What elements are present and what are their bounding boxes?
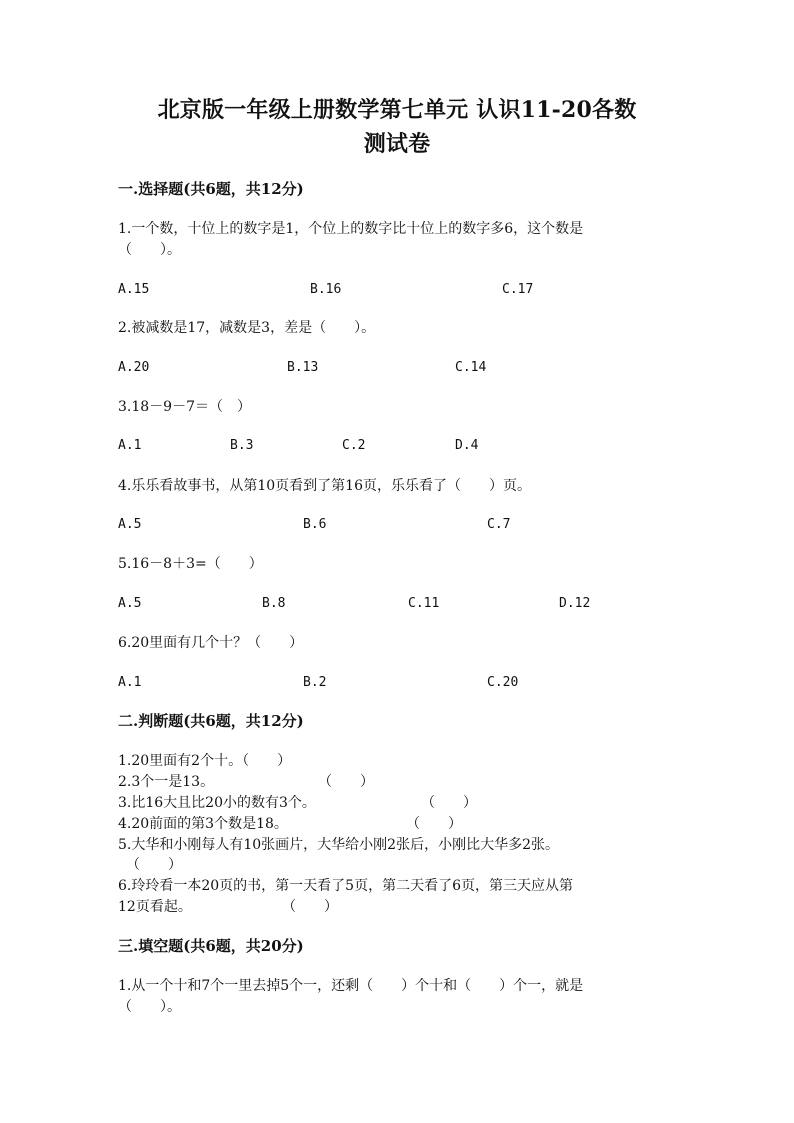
question-5-option-a[interactable]: A.5 [118,596,142,611]
worksheet-title-line1: 北京版一年级上册数学第七单元 认识11-20各数 [157,97,637,123]
question-1-line1: 1.一个数，十位上的数字是1，个位上的数字比十位上的数字多6，这个数是 [118,221,584,237]
question-2-option-c[interactable]: C.14 [455,360,487,375]
judge-item-4: 4.20前面的第3个数是18。 [118,816,288,832]
fill-question-1-line1: 1.从一个十和7个一里去掉5个一，还剩（ ）个十和（ ）个一，就是 [118,978,584,994]
question-6-option-c[interactable]: C.20 [487,675,519,690]
question-5-option-c[interactable]: C.11 [408,596,440,611]
question-6: 6.20里面有几个十？（ ） [118,635,304,651]
question-3: 3.18－9－7＝（ ） [118,399,251,415]
question-1-line2: （ ）。 [118,242,181,258]
question-3-option-a[interactable]: A.1 [118,438,142,453]
question-1-option-a[interactable]: A.15 [118,282,150,297]
question-2-option-a[interactable]: A.20 [118,360,150,375]
judge-item-5: 5.大华和小刚每人有10张画片，大华给小刚2张后，小刚比大华多2张。 [118,837,559,853]
question-5: 5.16－8＋3=（ ） [118,556,263,572]
judge-item-1: 1.20里面有2个十。（ ） [118,753,292,769]
section-heading-judge: 二.判断题(共6题，共12分) [118,712,304,730]
section-heading-fill: 三.填空题(共6题，共20分) [118,937,304,955]
fill-question-1-line2: （ ）。 [118,999,181,1015]
question-1-option-c[interactable]: C.17 [502,282,534,297]
question-5-option-b[interactable]: B.8 [262,596,286,611]
question-4: 4.乐乐看故事书，从第10页看到了第16页，乐乐看了（ ）页。 [118,478,531,494]
question-3-option-b[interactable]: B.3 [230,438,254,453]
judge-item-2: 2.3个一是13。 [118,774,215,790]
judge-item-6-answer-blank[interactable]: （ ） [282,899,338,915]
judge-item-2-answer-blank[interactable]: （ ） [318,774,374,790]
judge-item-3: 3.比16大且比20小的数有3个。 [118,795,316,811]
question-3-option-c[interactable]: C.2 [342,438,366,453]
question-2-option-b[interactable]: B.13 [287,360,319,375]
worksheet-title-line2: 测试卷 [363,131,431,157]
judge-item-4-answer-blank[interactable]: （ ） [406,816,462,832]
judge-item-6-line2: 12页看起。 [118,899,192,915]
judge-item-6-line1: 6.玲玲看一本20页的书，第一天看了5页，第二天看了6页，第三天应从第 [118,878,573,894]
question-3-option-d[interactable]: D.4 [455,438,479,453]
question-2: 2.被减数是17，减数是3，差是（ ）。 [118,320,376,336]
question-6-option-b[interactable]: B.2 [303,675,327,690]
question-4-option-c[interactable]: C.7 [487,517,511,532]
question-5-option-d[interactable]: D.12 [559,596,591,611]
question-4-option-b[interactable]: B.6 [303,517,327,532]
judge-item-3-answer-blank[interactable]: （ ） [421,795,477,811]
section-heading-choice: 一.选择题(共6题，共12分) [118,180,304,198]
question-6-option-a[interactable]: A.1 [118,675,142,690]
question-1-option-b[interactable]: B.16 [310,282,342,297]
judge-item-5-answer-blank[interactable]: （ ） [126,857,182,873]
question-4-option-a[interactable]: A.5 [118,517,142,532]
